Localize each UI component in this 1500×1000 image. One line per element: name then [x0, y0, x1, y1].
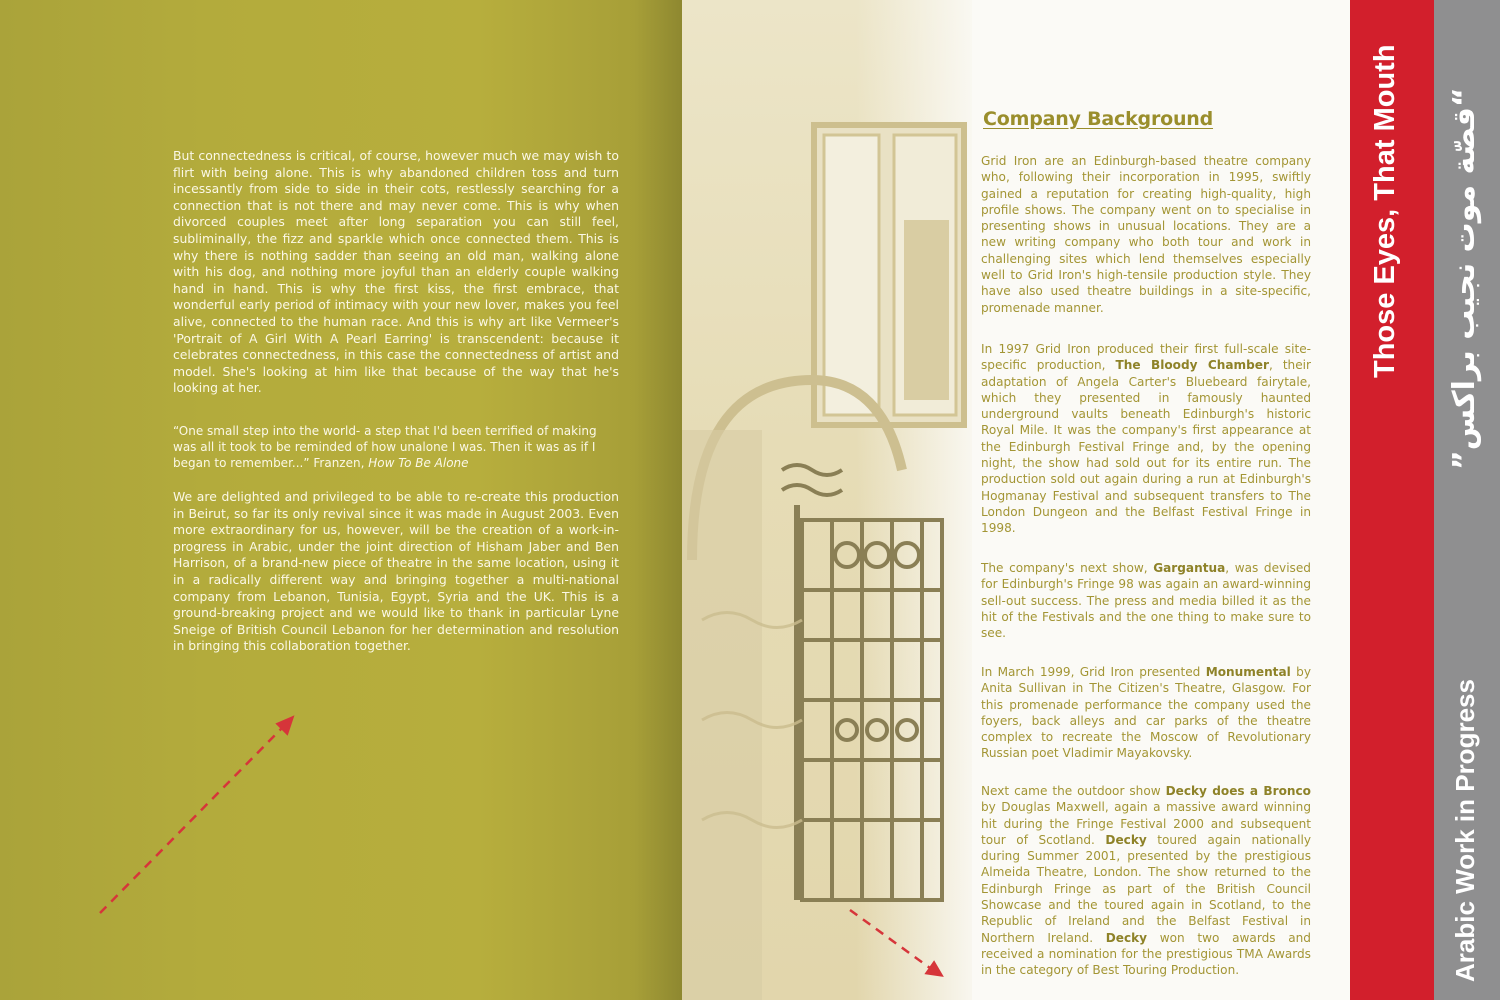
spine-subtitle: Arabic Work in Progress [1450, 679, 1480, 982]
company-paragraph-intro: Grid Iron are an Edinburgh-based theatre company who, following their incorporation in 1995, swiftly gained a reputation for creating high-quality, high profile shows. The company went on to specialise in presenting shows in unusual locations. They are a new writing company who both tour and work in challenging sites which lend themselves especially well to Grid Iron's high-tensile production style. They have also used theatre buildings in a site-specific, promenade manner. [981, 154, 1311, 315]
text-segment: by Douglas Maxwell, again a massive award winning hit during the Fringe Festival 2000 and subsequent tour of Scotland. [981, 800, 1311, 847]
body-paragraph-connectedness: But connectedness is critical, of course, however much we may wish to flirt with being alone. This is why abandoned children toss and turn incessantly from side to side in their cots, restlessly searching for a connection that is not there and may never come. This is why when divorced couples meet after long separation you can still feel, subliminally, the fizz and sparkle which once connected them. This is why there is nothing sadder than seeing an old man, walking alone with his dog, and nothing more joyful than an elderly couple walking hand in hand. This is why the first kiss, the first embrace, that wonderful early period of intimacy with your new lover, makes you feel alive, connected to the human race. And this is why art like Vermeer's 'Portrait of A Girl With A Pearl Earring' is transcendent: because it celebrates connectedness, in this case the connectedness of artist and model. She's looking at him like that because of the way that he's looking at her. [173, 148, 619, 396]
text-segment: by Anita Sullivan in The Citizen's Theatre, Glasgow. For this promenade performance the company used the foyers, back alleys and car parks of the theatre complex to recreate the Moscow of Revolutionary Russian poet Vladimir Mayakovsky. [981, 665, 1311, 761]
company-paragraph-decky [981, 783, 1311, 979]
spine-arabic-title: “قصّة موت نجيب براكس” [1447, 87, 1482, 470]
company-paragraph-gargantua [981, 560, 1311, 641]
text-segment: won two awards and received a nomination for the prestigious TMA Awards in the category of Best Touring Production. [981, 930, 1311, 978]
show-title: Decky [1105, 832, 1147, 847]
body-paragraph-beirut: We are delighted and privileged to be able to re-create this production in Beirut, so far its only revival since it was made in August 2003. Even more extraordinary for us, however, will be the creation of a work-in-progress in Arabic, under the joint direction of Hisham Jaber and Ben Harrison, of a brand-new piece of theatre in the same location, using it in a radically different way and bringing together a multi-national company from Lebanon, Tunisia, Egypt, Syria and the UK. This is a ground-breaking project and we would like to thank in particular Lyne Sneige of British Council Lebanon for her determination and resolution in bringing this collaboration together. [173, 489, 619, 654]
text-segment: , was devised for Edinburgh's Fringe 98 was again an award-winning sell-out success. The press and media billed it as the hit of the Festivals and the one thing to make sure to see. [981, 561, 1311, 641]
show-title: Gargantua [1153, 561, 1226, 575]
show-title: Decky [1105, 930, 1148, 945]
text-segment: Next came the outdoor show [981, 784, 1161, 798]
quote-book-title: How To Be Alone [368, 456, 469, 470]
gate-photo [682, 0, 972, 1000]
quote-text: “One small step into the world- a step that I'd been terrified of making was all it took to be reminded of how unalone I was. Then it was as if I began to remember...” Franzen, [173, 424, 597, 470]
text-segment: , their adaptation of Angela Carter's Bluebeard fairytale, which they presented in famously haunted underground vaults beneath Edinburgh's historic Royal Mile. It was the company's first appearance at the Edinburgh Festival Fringe and, by the opening night, the show had sold out for its entire run. The production sold out again during a run at Edinburgh's Hogmanay Festival and subsequent transfers to The London Dungeon and the Belfast Festival Fringe in 1998. [981, 358, 1311, 536]
show-title: The Bloody Chamber [1115, 358, 1269, 373]
gate-illustration [682, 0, 972, 1000]
left-page [0, 0, 682, 1000]
show-title: Decky does a Bronco [1165, 784, 1311, 798]
text-segment: The company's next show, [981, 561, 1148, 575]
section-heading: Company Background [983, 108, 1214, 130]
text-segment: toured again nationally during Summer 2001, presented by the prestigious Almeida Theatre, London. The show returned to the Edinburgh Fringe as part of the British Council Showcase and the toured again in Scotland, to the Republic of Ireland and the Belfast Festival in Northern Ireland. [981, 832, 1311, 945]
company-paragraph-bloody-chamber [981, 341, 1311, 537]
show-title: Monumental [1205, 665, 1291, 679]
franzen-quote [173, 423, 619, 471]
company-paragraph-monumental [981, 664, 1311, 762]
text-segment: In 1997 Grid Iron produced their first full-scale site-specific production, [981, 342, 1311, 373]
spine-title: Those Eyes, That Mouth [1369, 44, 1401, 378]
text-segment: In March 1999, Grid Iron presented [981, 665, 1201, 679]
